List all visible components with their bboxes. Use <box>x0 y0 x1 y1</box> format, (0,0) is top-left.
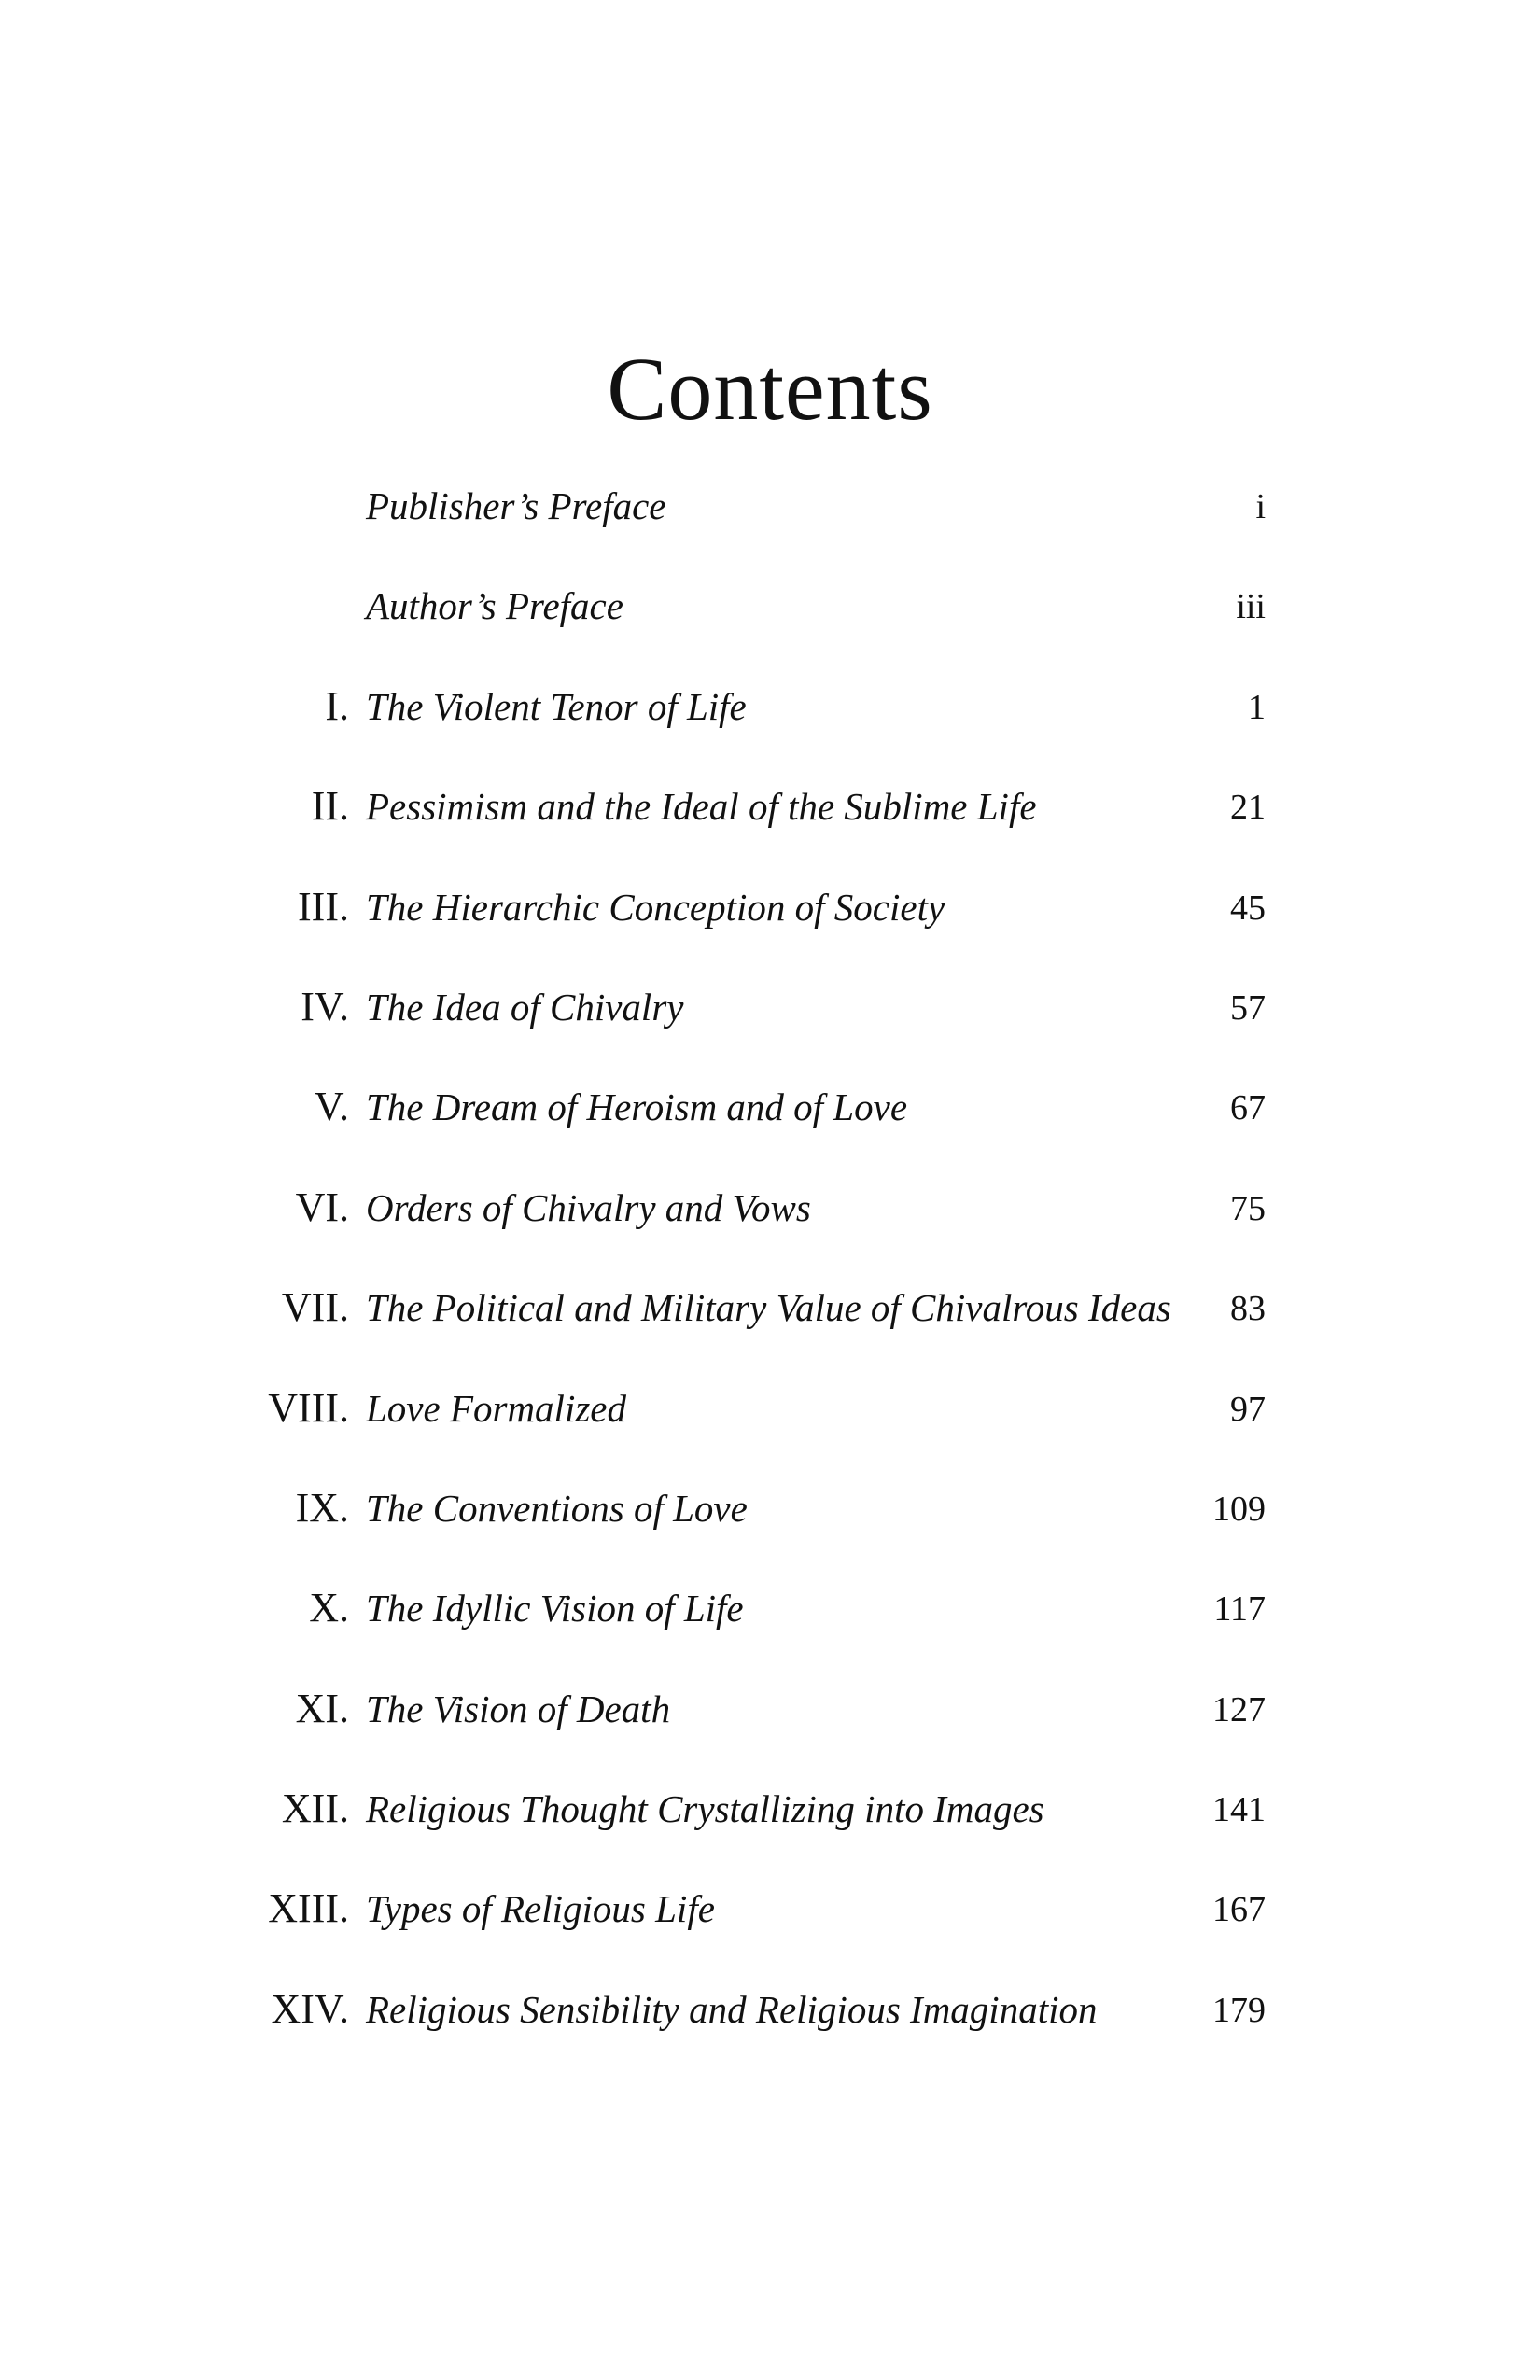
page-number: 75 <box>1230 1188 1266 1228</box>
page-number: 167 <box>1212 1890 1266 1930</box>
chapter-title: The Political and Military Value of Chivalrous Ideas <box>366 1286 1171 1330</box>
page-number: 45 <box>1230 888 1266 928</box>
chapter-number: I. <box>325 682 349 729</box>
page-number: 57 <box>1230 987 1266 1028</box>
chapter-title: Religious Sensibility and Religious Imagination <box>366 1987 1098 2031</box>
toc-entry-chapter-5[interactable] <box>0 1086 1540 1186</box>
chapter-title: Types of Religious Life <box>366 1887 715 1931</box>
toc-entry-chapter-2[interactable] <box>0 783 1540 886</box>
toc-entry-chapter-3[interactable] <box>0 883 1540 987</box>
chapter-title: The Dream of Heroism and of Love <box>366 1085 908 1129</box>
page-title: Contents <box>607 339 933 440</box>
page-number: 83 <box>1230 1289 1266 1329</box>
chapter-title: Love Formalized <box>366 1386 626 1430</box>
chapter-number: X. <box>309 1585 349 1631</box>
chapter-number: XIII. <box>268 1885 349 1932</box>
chapter-number: II. <box>311 783 349 830</box>
chapter-title: The Idyllic Vision of Life <box>366 1587 744 1631</box>
table-of-contents <box>0 485 1540 2089</box>
chapter-number: IX. <box>295 1484 349 1531</box>
toc-entry-chapter-9[interactable] <box>0 1484 1540 1588</box>
toc-entry-authors-preface[interactable] <box>0 585 1540 685</box>
chapter-number: VIII. <box>268 1384 349 1431</box>
toc-entry-chapter-7[interactable] <box>0 1284 1540 1387</box>
chapter-title: The Conventions of Love <box>366 1486 748 1530</box>
page-number: 117 <box>1213 1589 1266 1630</box>
chapter-title: Pessimism and the Ideal of the Sublime Life <box>366 785 1037 829</box>
chapter-title: Religious Thought Crystallizing into Images <box>366 1787 1044 1831</box>
toc-entry-chapter-14[interactable] <box>0 1985 1540 2089</box>
toc-entry-chapter-10[interactable] <box>0 1585 1540 1687</box>
toc-entry-chapter-6[interactable] <box>0 1183 1540 1287</box>
chapter-number: IV. <box>301 983 349 1029</box>
toc-entry-chapter-11[interactable] <box>0 1685 1540 1788</box>
chapter-title: The Hierarchic Conception of Society <box>366 885 945 929</box>
chapter-title: The Vision of Death <box>366 1687 671 1730</box>
page-number: 141 <box>1212 1790 1266 1830</box>
chapter-number: V. <box>314 1084 349 1130</box>
page-number: 1 <box>1248 687 1266 727</box>
page-number: 67 <box>1230 1088 1266 1128</box>
chapter-title: The Violent Tenor of Life <box>366 684 747 728</box>
page-number: 109 <box>1212 1489 1266 1529</box>
page-number: iii <box>1236 587 1266 627</box>
page-number: 127 <box>1212 1689 1266 1729</box>
chapter-title: Author’s Preface <box>366 584 623 628</box>
chapter-number: VII. <box>281 1284 349 1331</box>
toc-entry-chapter-1[interactable] <box>0 682 1540 786</box>
chapter-number: III. <box>298 883 349 930</box>
toc-entry-chapter-8[interactable] <box>0 1384 1540 1488</box>
chapter-number: XI. <box>295 1685 349 1731</box>
chapter-title: Orders of Chivalry and Vows <box>366 1185 811 1229</box>
toc-entry-chapter-13[interactable] <box>0 1885 1540 1988</box>
chapter-number: VI. <box>295 1183 349 1230</box>
chapter-number: XII. <box>281 1785 349 1832</box>
chapter-title: Publisher’s Preface <box>366 484 666 527</box>
page-number: 97 <box>1230 1389 1266 1429</box>
toc-entry-chapter-12[interactable] <box>0 1785 1540 1888</box>
page-number: 179 <box>1212 1990 1266 2030</box>
page-number: 21 <box>1230 788 1266 828</box>
toc-entry-publishers-preface[interactable] <box>0 485 1540 585</box>
chapter-number: XIV. <box>271 1985 349 2032</box>
chapter-title: The Idea of Chivalry <box>366 985 684 1029</box>
toc-entry-chapter-4[interactable] <box>0 983 1540 1086</box>
page-number: i <box>1255 487 1266 526</box>
